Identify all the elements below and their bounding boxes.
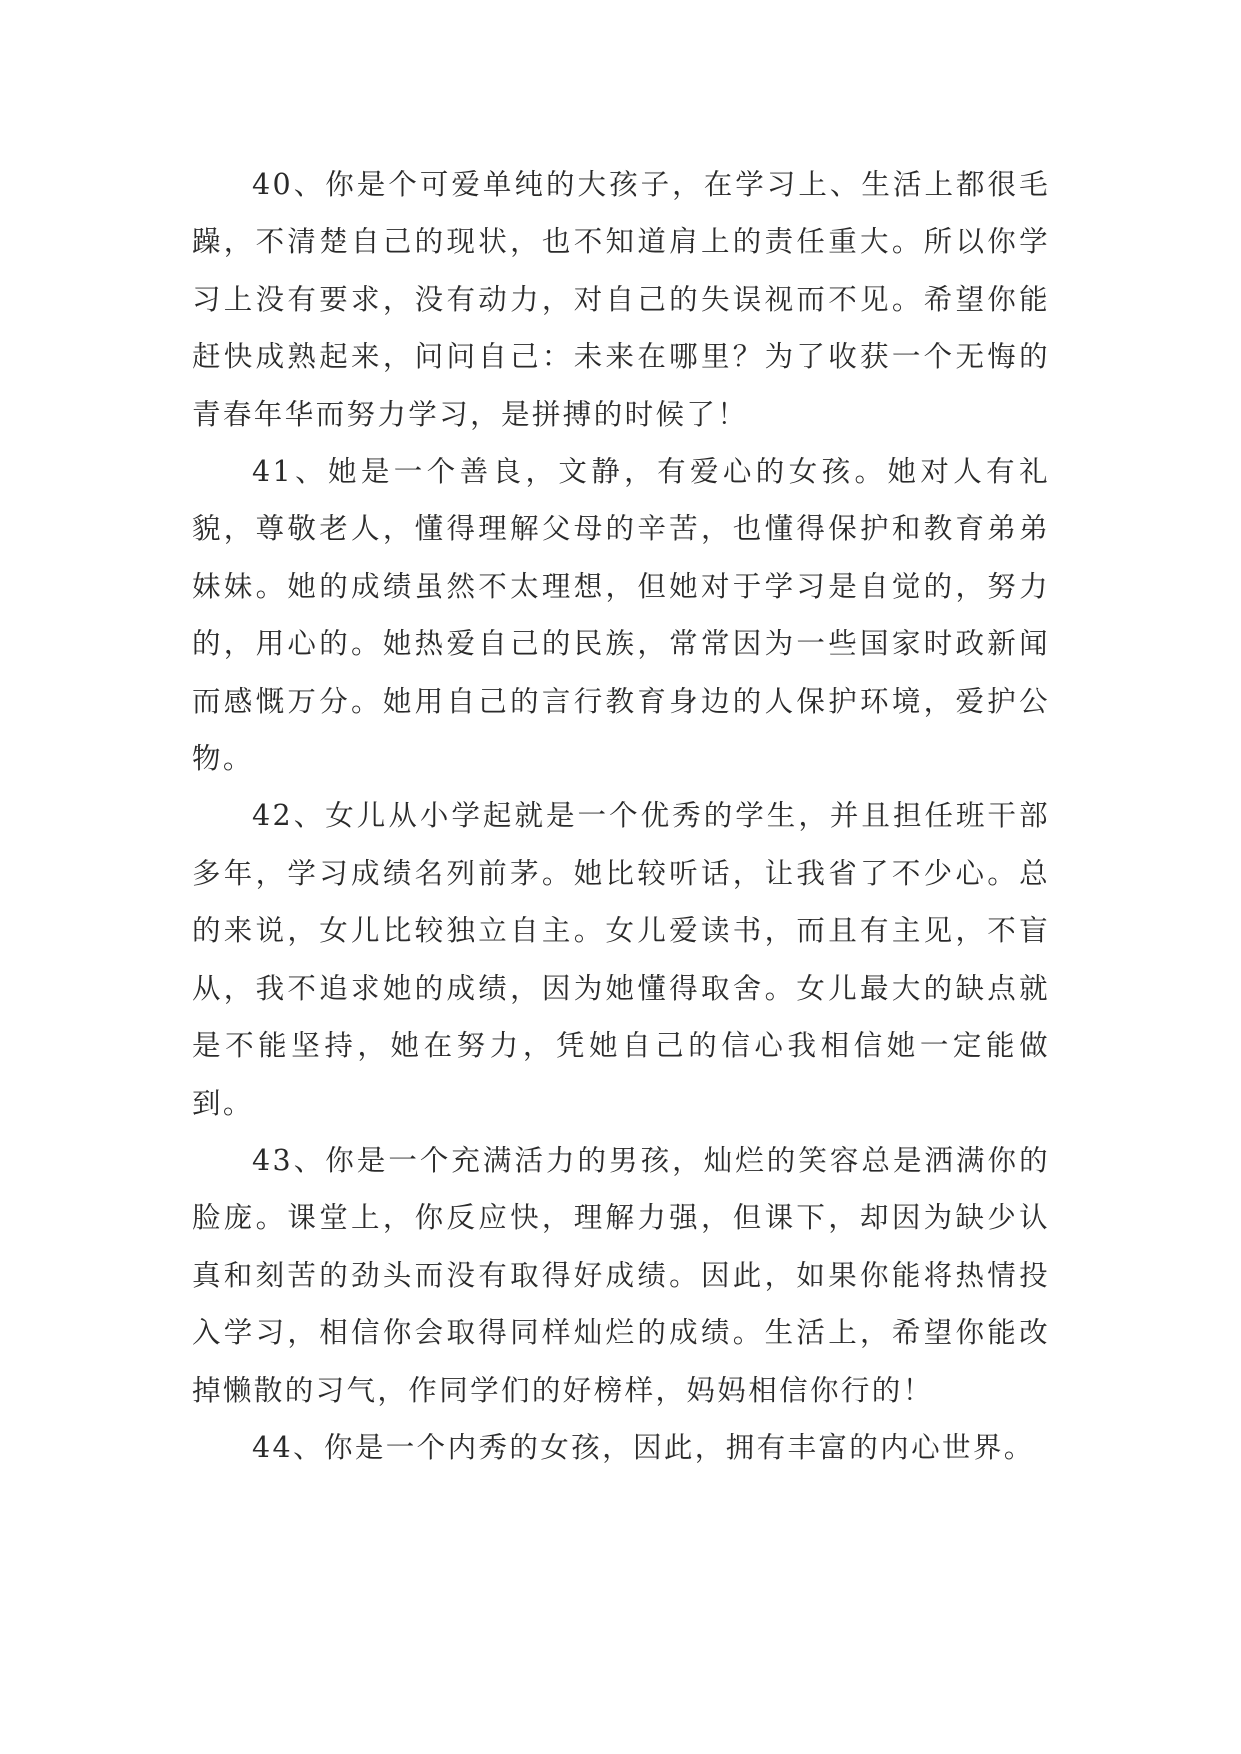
paragraph-43: 43、你是一个充满活力的男孩，灿烂的笑容总是洒满你的脸庞。课堂上，你反应快，理解力强，但课下，却因为缺少认真和刻苦的劲头而没有取得好成绩。因此，如果你能将热情投入学习，相信你会取得同样灿烂的成绩。生活上，希望你能改掉懒散的习气，作同学们的好榜样，妈妈相信你行的！	[192, 1143, 1050, 1407]
paragraph-41: 41、她是一个善良，文静，有爱心的女孩。她对人有礼貌，尊敬老人，懂得理解父母的辛苦，也懂得保护和教育弟弟妹妹。她的成绩虽然不太理想，但她对于学习是自觉的，努力的，用心的。她热爱自己的民族，常常因为一些国家时政新闻而感慨万分。她用自己的言行教育身边的人保护环境，爱护公物。	[192, 455, 1050, 776]
paragraph-42: 42、女儿从小学起就是一个优秀的学生，并且担任班干部多年，学习成绩名列前茅。她比较听话，让我省了不少心。总的来说，女儿比较独立自主。女儿爱读书，而且有主见，不盲从，我不追求她的成绩，因为她懂得取舍。女儿最大的缺点就是不能坚持，她在努力，凭她自己的信心我相信她一定能做到。	[192, 799, 1050, 1120]
paragraph-40: 40、你是个可爱单纯的大孩子，在学习上、生活上都很毛躁，不清楚自己的现状，也不知道肩上的责任重大。所以你学习上没有要求，没有动力，对自己的失误视而不见。希望你能赶快成熟起来，问问自己：未来在哪里？为了收获一个无悔的青春年华而努力学习，是拼搏的时候了！	[192, 168, 1050, 431]
paragraph-44: 44、你是一个内秀的女孩，因此，拥有丰富的内心世界。	[252, 1430, 1035, 1464]
document-body	[192, 156, 1050, 1476]
